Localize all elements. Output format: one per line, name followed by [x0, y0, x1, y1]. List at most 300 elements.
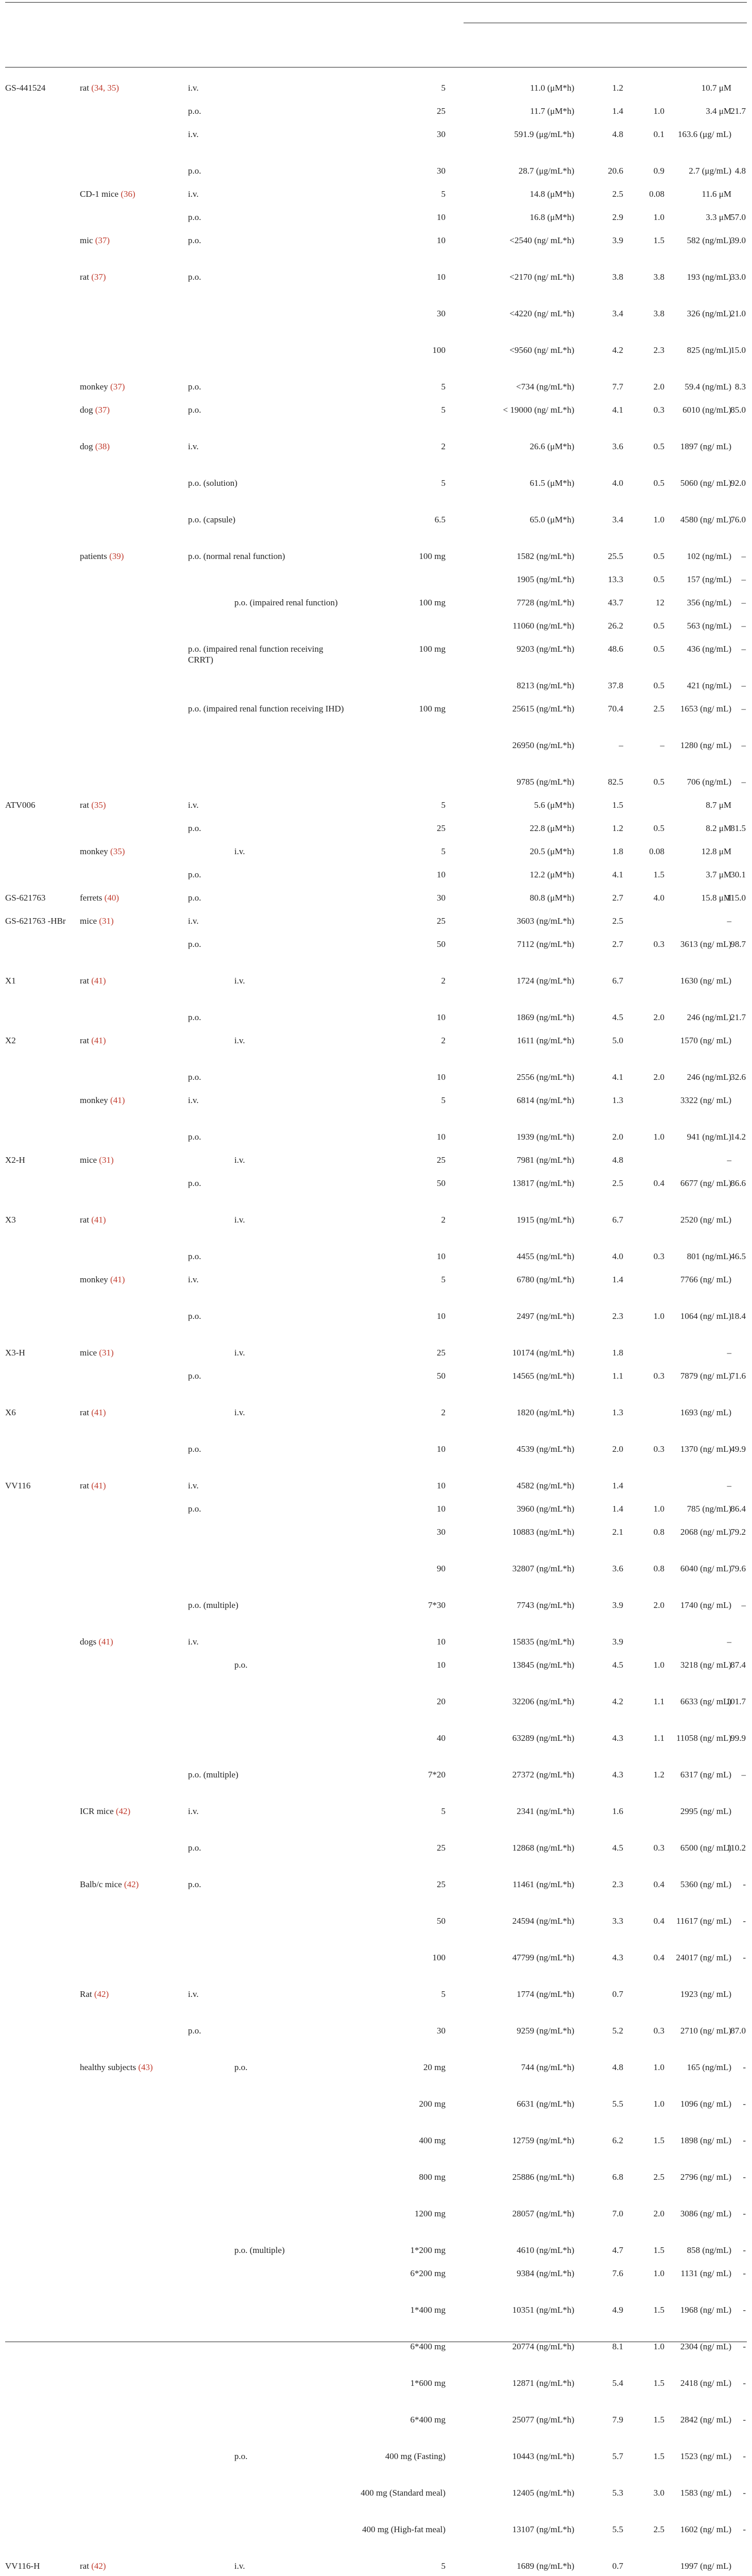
t-half-cell: 2.3 [612, 1311, 623, 1321]
t-half-cell: 7.9 [612, 2415, 623, 2425]
tmax-cell: 2.0 [653, 1600, 664, 1610]
auc-cell: 65.0 (μM*h) [529, 515, 574, 524]
model-cell: CD-1 mice (36) [80, 189, 135, 199]
model-cell: rat (35) [80, 800, 106, 810]
cmax-cell: 102 (ng/mL) [687, 551, 731, 561]
dose-cell: 5 [441, 1095, 446, 1105]
dose-cell: 6.5 [434, 515, 446, 524]
f-cell: 79.2 [730, 1527, 746, 1537]
auc-cell: 11461 (ng/mL*h) [512, 1879, 574, 1889]
route-cell: p.o. [188, 1251, 201, 1261]
reference-link[interactable]: (35) [91, 800, 106, 810]
cmax-cell: 2710 (ng/ mL) [680, 2026, 731, 2036]
f-cell: 98.7 [730, 939, 746, 949]
reference-link[interactable]: (37) [95, 405, 110, 415]
route-cell: i.v. [188, 1806, 199, 1816]
table-row [0, 1095, 752, 1131]
t-half-cell: 1.1 [612, 1371, 623, 1381]
reference-link[interactable]: (41) [91, 976, 106, 986]
t-half-cell: 2.7 [612, 939, 623, 949]
auc-cell: <2540 (ng/ mL*h) [509, 235, 574, 245]
f-cell: 81.5 [730, 823, 746, 833]
dose-cell: 10 [437, 1012, 446, 1022]
cmax-cell: 582 (ng/mL) [687, 235, 731, 245]
auc-cell: 2497 (ng/mL*h) [517, 1311, 574, 1321]
cmax-cell: – [727, 916, 731, 926]
cmax-cell: 563 (ng/mL) [687, 621, 731, 631]
auc-cell: 25615 (ng/mL*h) [512, 704, 574, 714]
t-half-cell: 6.2 [612, 2136, 623, 2145]
route-cell: p.o. [188, 1444, 201, 1454]
cmax-cell: 2796 (ng/ mL) [680, 2172, 731, 2182]
cmax-cell: 785 (ng/mL) [687, 1504, 731, 1514]
cmax-cell: 421 (ng/mL) [687, 681, 731, 690]
t-half-cell: 4.8 [612, 129, 623, 139]
reference-link[interactable]: (39) [109, 551, 124, 561]
table-row [0, 2208, 752, 2245]
tmax-cell: 3.8 [653, 309, 664, 318]
tmax-cell: 1.5 [653, 2378, 664, 2388]
table-row [0, 1251, 752, 1274]
table-row [0, 2268, 752, 2304]
dose-cell: 5 [441, 2561, 446, 2571]
table-row [0, 800, 752, 823]
model-cell: dog (38) [80, 442, 110, 451]
route-cell: p.o. (impaired renal function) [234, 598, 338, 607]
dose-cell: 2 [441, 442, 446, 451]
auc-cell: 1939 (ng/mL*h) [517, 1132, 574, 1142]
dose-cell: 5 [441, 478, 446, 488]
t-half-cell: 1.2 [612, 823, 623, 833]
tmax-cell: 1.5 [653, 2305, 664, 2315]
model-cell: ferrets (40) [80, 893, 119, 903]
dose-cell: 5 [441, 189, 446, 199]
compound-cell: X3 [5, 1215, 16, 1225]
route-cell: p.o. (multiple) [188, 1770, 238, 1780]
dose-cell: 20 [437, 1697, 446, 1706]
t-half-cell: 3.8 [612, 272, 623, 282]
dose-cell: 1*600 mg [410, 2378, 446, 2388]
table-row [0, 1178, 752, 1214]
dose-cell: 100 mg [419, 704, 446, 714]
table-row [0, 308, 752, 345]
f-cell: - [743, 2136, 746, 2145]
t-half-cell: 4.2 [612, 345, 623, 355]
dose-cell: 400 mg (Fasting) [385, 2451, 446, 2461]
f-cell: 87.4 [730, 1660, 746, 1670]
f-cell: 21.0 [730, 309, 746, 318]
reference-link[interactable]: (37) [91, 272, 106, 282]
auc-cell: 8213 (ng/mL*h) [517, 681, 574, 690]
compound-cell: GS-621763 -HBr [5, 916, 66, 926]
table-header [0, 0, 752, 72]
table-row [0, 2487, 752, 2524]
f-cell: – [741, 740, 746, 750]
table-row [0, 574, 752, 597]
auc-cell: 4539 (ng/mL*h) [517, 1444, 574, 1454]
model-cell: monkey (41) [80, 1275, 125, 1284]
table-row [0, 1769, 752, 1806]
tmax-cell: 1.5 [653, 2136, 664, 2145]
route-cell: p.o. [188, 405, 201, 415]
tmax-cell: 1.1 [653, 1733, 664, 1743]
table-row [0, 165, 752, 189]
route-cell: p.o. [188, 1371, 201, 1381]
dose-cell: 25 [437, 1843, 446, 1853]
reference-link[interactable]: (43) [138, 2062, 153, 2072]
tmax-cell: 0.5 [653, 621, 664, 631]
reference-link[interactable]: (40) [104, 893, 119, 903]
dose-cell: 5 [441, 382, 446, 392]
t-half-cell: 1.4 [612, 1504, 623, 1514]
table-row [0, 551, 752, 574]
f-cell: 21.7 [730, 106, 746, 116]
model-cell: mice (31) [80, 1348, 114, 1358]
tmax-cell: 1.0 [653, 1311, 664, 1321]
tmax-cell: 2.0 [653, 382, 664, 392]
f-cell: 86.6 [730, 1178, 746, 1188]
cmax-cell: 7879 (ng/ mL) [680, 1371, 731, 1381]
route-cell: p.o. [188, 212, 201, 222]
table-row [0, 1733, 752, 1769]
route-cell: p.o. [188, 1879, 201, 1889]
route-cell: i.v. [234, 1036, 245, 1045]
f-cell: 33.0 [730, 272, 746, 282]
auc-cell: 1869 (ng/mL*h) [517, 1012, 574, 1022]
t-half-cell: 82.5 [608, 777, 623, 787]
reference-link[interactable]: (41) [98, 1637, 113, 1647]
dose-cell: 7*30 [428, 1600, 446, 1610]
reference-link[interactable]: (31) [99, 916, 114, 926]
t-half-cell: 2.5 [612, 1178, 623, 1188]
tmax-cell: 0.3 [653, 1843, 664, 1853]
auc-cell: 3603 (ng/mL*h) [517, 916, 574, 926]
reference-link[interactable]: (42) [124, 1879, 139, 1889]
cmax-cell: 3086 (ng/ mL) [680, 2209, 731, 2218]
tmax-cell: 2.0 [653, 1072, 664, 1082]
auc-cell: 591.9 (μg/mL*h) [514, 129, 574, 139]
dose-cell: 2 [441, 976, 446, 986]
reference-link[interactable]: (41) [110, 1275, 125, 1284]
reference-link[interactable]: (31) [99, 1155, 114, 1165]
route-cell: i.v. [188, 1989, 199, 1999]
f-cell: 76.0 [730, 515, 746, 524]
f-cell: - [743, 2268, 746, 2278]
cmax-cell: 3613 (ng/ mL) [680, 939, 731, 949]
t-half-cell: 1.8 [612, 1348, 623, 1358]
table-row [0, 1952, 752, 1989]
tmax-cell: 0.08 [649, 189, 664, 199]
route-cell: p.o. [188, 1504, 201, 1514]
cmax-cell: 2418 (ng/ mL) [680, 2378, 731, 2388]
dose-cell: 90 [437, 1564, 446, 1573]
t-half-cell: 4.3 [612, 1770, 623, 1780]
table-row [0, 381, 752, 404]
table-row [0, 1503, 752, 1527]
t-half-cell: 0.7 [612, 2561, 623, 2571]
route-cell: i.v. [188, 1637, 199, 1647]
model-cell: rat (41) [80, 1215, 106, 1225]
reference-link[interactable]: (35) [110, 846, 125, 856]
f-cell: - [743, 2209, 746, 2218]
cmax-cell: 8.7 μM [706, 800, 731, 810]
cmax-cell: 11058 (ng/ mL) [676, 1733, 731, 1743]
t-half-cell: 48.6 [608, 644, 623, 654]
t-half-cell: 13.3 [608, 574, 623, 584]
dose-cell: 1*400 mg [410, 2305, 446, 2315]
table-row [0, 2304, 752, 2341]
f-cell: – [741, 551, 746, 561]
auc-cell: 1905 (ng/mL*h) [517, 574, 574, 584]
cmax-cell: – [727, 1348, 731, 1358]
auc-cell: <2170 (ng/ mL*h) [509, 272, 574, 282]
t-half-cell: 3.4 [612, 309, 623, 318]
auc-cell: 20.5 (μM*h) [529, 846, 574, 856]
tmax-cell: 3.8 [653, 272, 664, 282]
tmax-cell: 0.4 [653, 1916, 664, 1926]
f-cell: - [743, 2245, 746, 2255]
f-cell: 92.0 [730, 478, 746, 488]
auc-cell: 7728 (ng/mL*h) [517, 598, 574, 607]
auc-cell: 6631 (ng/mL*h) [517, 2099, 574, 2109]
auc-cell: 7112 (ng/mL*h) [517, 939, 574, 949]
compound-cell: X3-H [5, 1348, 25, 1358]
tmax-cell: 0.5 [653, 551, 664, 561]
route-cell: p.o. [188, 106, 201, 116]
t-half-cell: 3.9 [612, 1637, 623, 1647]
dose-cell: 30 [437, 129, 446, 139]
dose-cell: 10 [437, 1311, 446, 1321]
auc-cell: <734 (ng/mL*h) [516, 382, 574, 392]
tmax-cell: 3.0 [653, 2488, 664, 2498]
table-row [0, 1347, 752, 1370]
cmax-cell: 7766 (ng/ mL) [680, 1275, 731, 1284]
reference-link[interactable]: (38) [95, 442, 110, 451]
table-body [0, 82, 752, 2576]
dose-cell: 1200 mg [415, 2209, 446, 2218]
t-half-cell: 3.9 [612, 1600, 623, 1610]
route-cell: p.o. [188, 1843, 201, 1853]
f-cell: - [743, 2305, 746, 2315]
t-half-cell: 2.0 [612, 1444, 623, 1454]
tmax-cell: 1.5 [653, 235, 664, 245]
tmax-cell: 0.5 [653, 823, 664, 833]
auc-cell: 1582 (ng/mL*h) [517, 551, 574, 561]
f-cell: 115.0 [726, 893, 746, 903]
route-cell: p.o. [188, 1132, 201, 1142]
dose-cell: 25 [437, 823, 446, 833]
reference-link[interactable]: (34, 35) [91, 83, 119, 93]
auc-cell: 63289 (ng/mL*h) [512, 1733, 574, 1743]
tmax-cell: 0.5 [653, 644, 664, 654]
f-cell: - [743, 2524, 746, 2534]
reference-link[interactable]: (37) [110, 382, 125, 392]
dose-cell: 6*400 mg [410, 2342, 446, 2351]
reference-link[interactable]: (36) [121, 189, 135, 199]
auc-cell: 25077 (ng/mL*h) [512, 2415, 574, 2425]
reference-link[interactable]: (41) [91, 1215, 106, 1225]
dose-cell: 10 [437, 1132, 446, 1142]
cmax-cell: 1064 (ng/ mL) [680, 1311, 731, 1321]
f-cell: - [743, 2378, 746, 2388]
tmax-cell: 2.0 [653, 1012, 664, 1022]
reference-link[interactable]: (37) [95, 235, 110, 245]
auc-cell: 15835 (ng/mL*h) [512, 1637, 574, 1647]
cmax-cell: 1923 (ng/ mL) [680, 1989, 731, 1999]
dose-cell: 25 [437, 916, 446, 926]
route-cell: p.o. [188, 870, 201, 879]
route-cell: i.v. [234, 1408, 245, 1417]
reference-link[interactable]: (41) [91, 1408, 106, 1417]
dose-cell: 50 [437, 1371, 446, 1381]
cmax-cell: 10.7 μM [701, 83, 731, 93]
cmax-cell: 5360 (ng/ mL) [680, 1879, 731, 1889]
cmax-cell: 6317 (ng/ mL) [680, 1770, 731, 1780]
route-cell: p.o. [234, 2062, 248, 2072]
reference-link[interactable]: (41) [91, 1481, 106, 1490]
auc-cell: 2341 (ng/mL*h) [517, 1806, 574, 1816]
table-row [0, 1131, 752, 1155]
cmax-cell: 326 (ng/mL) [687, 309, 731, 318]
cmax-cell: – [727, 1155, 731, 1165]
t-half-cell: 2.9 [612, 212, 623, 222]
table-row [0, 1989, 752, 2025]
dose-cell: 20 mg [423, 2062, 446, 2072]
f-cell: 99.9 [730, 1733, 746, 1743]
t-half-cell: 2.1 [612, 1527, 623, 1537]
cmax-cell: 2520 (ng/ mL) [680, 1215, 731, 1225]
table-row [0, 2062, 752, 2098]
auc-cell: 2556 (ng/mL*h) [517, 1072, 574, 1082]
t-half-cell: 5.2 [612, 2026, 623, 2036]
auc-cell: 1724 (ng/mL*h) [517, 976, 574, 986]
auc-cell: 1774 (ng/mL*h) [517, 1989, 574, 1999]
reference-link[interactable]: (42) [94, 1989, 109, 1999]
tmax-cell: 2.3 [653, 345, 664, 355]
auc-cell: 27372 (ng/mL*h) [512, 1770, 574, 1780]
cmax-cell: 2304 (ng/ mL) [680, 2342, 731, 2351]
cmax-cell: 193 (ng/mL) [687, 272, 731, 282]
tmax-cell: 0.5 [653, 777, 664, 787]
cmax-cell: 6633 (ng/ mL) [680, 1697, 731, 1706]
dose-cell: 1*200 mg [410, 2245, 446, 2255]
cmax-cell: 1897 (ng/ mL) [680, 442, 731, 451]
tmax-cell: 0.8 [653, 1564, 664, 1573]
table-row [0, 643, 752, 680]
reference-link[interactable]: (42) [115, 1806, 131, 1816]
auc-cell: 47799 (ng/mL*h) [512, 1953, 574, 1962]
route-cell: p.o. (normal renal function) [188, 551, 285, 561]
f-cell: 14.2 [730, 1132, 746, 1142]
t-half-cell: 1.3 [612, 1095, 623, 1105]
dose-cell: 100 mg [419, 644, 446, 654]
table-row [0, 2172, 752, 2208]
dose-cell: 800 mg [419, 2172, 446, 2182]
reference-link[interactable]: (41) [110, 1095, 125, 1105]
cmax-cell: 3322 (ng/ mL) [680, 1095, 731, 1105]
table-row [0, 1214, 752, 1251]
table-row [0, 82, 752, 106]
cmax-cell: 6500 (ng/ mL) [680, 1843, 731, 1853]
table-row [0, 1407, 752, 1444]
auc-cell: 10883 (ng/mL*h) [512, 1527, 574, 1537]
auc-cell: 12405 (ng/mL*h) [512, 2488, 574, 2498]
compound-cell: X2 [5, 1036, 16, 1045]
auc-cell: 4610 (ng/mL*h) [517, 2245, 574, 2255]
dose-cell: 10 [437, 1444, 446, 1454]
dose-cell: 2 [441, 1408, 446, 1417]
auc-cell: 32206 (ng/mL*h) [512, 1697, 574, 1706]
model-cell: monkey (35) [80, 846, 125, 856]
table-row [0, 2378, 752, 2414]
cmax-cell: 1523 (ng/ mL) [680, 2451, 731, 2461]
dose-cell: 10 [437, 1660, 446, 1670]
reference-link[interactable]: (42) [91, 2561, 106, 2571]
auc-cell: 13107 (ng/mL*h) [512, 2524, 574, 2534]
table-row [0, 846, 752, 869]
route-cell: p.o. [234, 2451, 248, 2461]
route-cell: p.o. [188, 1311, 201, 1321]
auc-cell: 22.8 (μM*h) [529, 823, 574, 833]
cmax-cell: 2842 (ng/ mL) [680, 2415, 731, 2425]
table-row [0, 975, 752, 1012]
table-row [0, 189, 752, 212]
reference-link[interactable]: (41) [91, 1036, 106, 1045]
t-half-cell: – [619, 740, 623, 750]
model-cell: rat (42) [80, 2561, 106, 2571]
auc-cell: 1915 (ng/mL*h) [517, 1215, 574, 1225]
compound-cell: X2-H [5, 1155, 25, 1165]
t-half-cell: 7.6 [612, 2268, 623, 2278]
auc-cell: 744 (ng/mL*h) [521, 2062, 574, 2072]
dose-cell: 30 [437, 309, 446, 318]
cmax-cell: 165 (ng/mL) [687, 2062, 731, 2072]
t-half-cell: 1.6 [612, 1806, 623, 1816]
f-cell: 30.1 [730, 870, 746, 879]
table-row [0, 1636, 752, 1659]
model-cell: dog (37) [80, 405, 110, 415]
cmax-cell: 3.3 μM [706, 212, 731, 222]
cmax-cell: 2068 (ng/ mL) [680, 1527, 731, 1537]
tmax-cell: 1.0 [653, 2268, 664, 2278]
auc-cell: 1611 (ng/mL*h) [517, 1036, 574, 1045]
dose-cell: 30 [437, 166, 446, 176]
table-row [0, 514, 752, 551]
tmax-cell: 1.2 [653, 1770, 664, 1780]
tmax-cell: 1.5 [653, 2245, 664, 2255]
t-half-cell: 4.9 [612, 2305, 623, 2315]
f-cell: 46.5 [730, 1251, 746, 1261]
auc-cell: 1689 (ng/mL*h) [517, 2561, 574, 2571]
header-model [77, 6, 165, 21]
reference-link[interactable]: (31) [99, 1348, 114, 1358]
route-cell: p.o. [188, 893, 201, 903]
table-row [0, 1916, 752, 1952]
f-cell: – [741, 574, 746, 584]
route-cell: p.o. [188, 2026, 201, 2036]
tmax-cell: 1.0 [653, 515, 664, 524]
model-cell: rat (34, 35) [80, 83, 119, 93]
dose-cell: 2 [441, 1036, 446, 1045]
dose-cell: 5 [441, 405, 446, 415]
table-row [0, 212, 752, 235]
cmax-cell: 3.7 μM [706, 870, 731, 879]
route-cell: p.o. (multiple) [188, 1600, 238, 1610]
t-half-cell: 4.5 [612, 1660, 623, 1670]
dose-cell: 50 [437, 1916, 446, 1926]
compound-cell: VV116 [5, 1481, 31, 1490]
t-half-cell: 5.5 [612, 2099, 623, 2109]
